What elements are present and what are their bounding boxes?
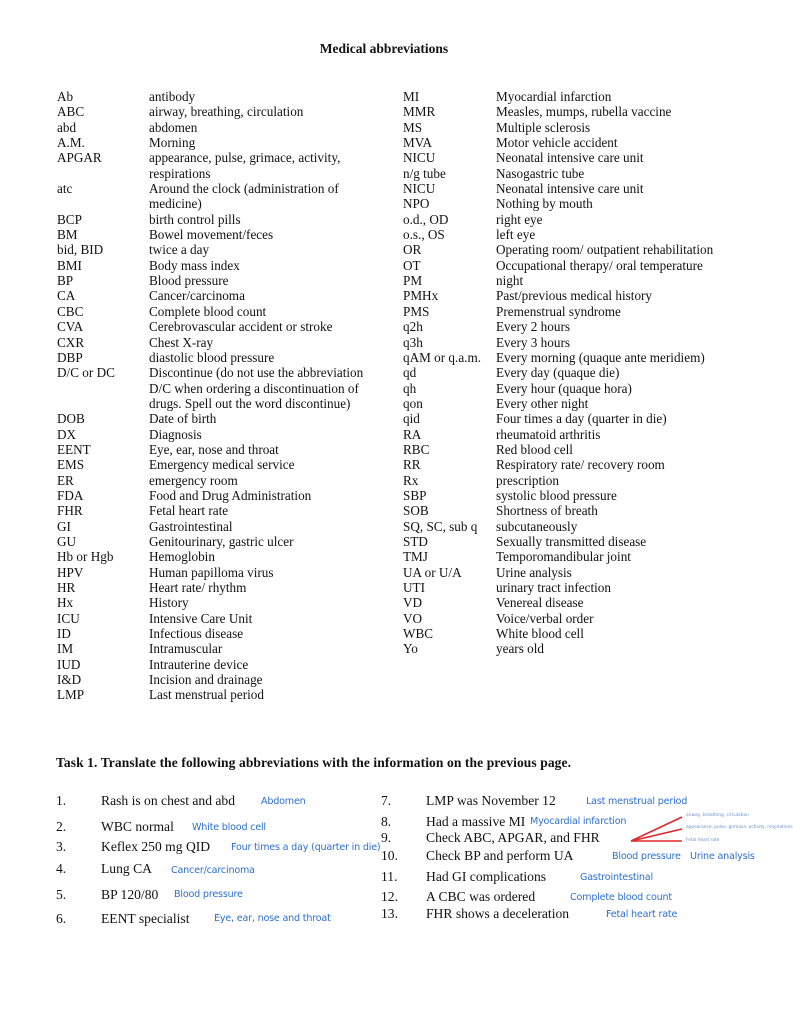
definition: Venereal disease <box>496 595 584 611</box>
abbreviation: I&D <box>57 672 82 688</box>
definition: Morning <box>149 135 196 151</box>
right-abbreviation-entry <box>403 580 743 595</box>
task-text: EENT specialist <box>101 911 190 926</box>
definition: White blood cell <box>496 626 584 642</box>
definition: Complete blood count <box>149 303 267 319</box>
abbreviation: CXR <box>57 334 85 350</box>
abbreviation: n/g tube <box>403 165 446 181</box>
definition: birth control pills <box>149 211 241 227</box>
abbreviation: ID <box>57 626 71 642</box>
abbreviation: NPO <box>403 196 430 212</box>
abbreviation: RA <box>403 426 422 442</box>
abbreviation: SOB <box>403 503 429 519</box>
definition: Past/previous medical history <box>496 288 653 304</box>
task-text: Had a massive MI <box>426 814 526 829</box>
right-abbreviation-entry <box>403 442 743 457</box>
left-abbreviation-entry <box>57 488 377 503</box>
abbreviation: o.d., OD <box>403 211 449 227</box>
definition: Motor vehicle accident <box>496 135 618 151</box>
definition: prescription <box>496 472 559 488</box>
task-number: 9. <box>381 830 392 845</box>
right-abbreviation-column <box>403 89 743 657</box>
right-abbreviation-entry <box>403 473 743 488</box>
right-abbreviation-entry <box>403 181 743 196</box>
abbreviation: IUD <box>57 656 81 672</box>
left-abbreviation-entry <box>57 595 377 610</box>
abbreviation: CVA <box>57 319 84 335</box>
abbreviation: D/C or DC <box>57 365 115 381</box>
task-text: Check BP and perform UA <box>426 848 574 863</box>
abbreviation: FHR <box>57 503 83 519</box>
definition: systolic blood pressure <box>496 487 617 503</box>
left-abbreviation-entry <box>57 258 377 273</box>
abbreviation: q3h <box>403 334 423 350</box>
task-number: 10. <box>381 848 398 863</box>
left-abbreviation-entry <box>57 319 377 334</box>
answer-9c: Fetal heart rate <box>686 838 720 843</box>
task-number: 7. <box>381 793 392 808</box>
definition: Respiratory rate/ recovery room <box>496 457 665 473</box>
definition: night <box>496 273 524 289</box>
definition: Premenstrual syndrome <box>496 303 621 319</box>
right-abbreviation-entry <box>403 611 743 626</box>
abbreviation: MMR <box>403 104 436 120</box>
definition: Every other night <box>496 395 589 411</box>
abbreviation: SQ, SC, sub q <box>403 518 478 534</box>
abbreviation: VD <box>403 595 423 611</box>
task-number: 6. <box>56 911 67 926</box>
definition: Four times a day (quarter in die) <box>496 411 667 427</box>
right-abbreviation-entry <box>403 519 743 534</box>
answer-1: Abdomen <box>261 796 306 807</box>
left-abbreviation-entry <box>57 242 377 257</box>
right-abbreviation-entry <box>403 488 743 503</box>
right-abbreviation-entry <box>403 595 743 610</box>
definition: Human papilloma virus <box>149 564 274 580</box>
definition: diastolic blood pressure <box>149 349 275 365</box>
abbreviation: MS <box>403 119 423 135</box>
abbreviation: qid <box>403 411 420 427</box>
right-abbreviation-entry <box>403 534 743 549</box>
abbreviation: SBP <box>403 487 427 503</box>
definition: Temporomandibular joint <box>496 549 631 565</box>
definition: Every 2 hours <box>496 319 570 335</box>
right-abbreviation-entry <box>403 549 743 564</box>
right-abbreviation-entry <box>403 304 743 319</box>
definition: Genitourinary, gastric ulcer <box>149 533 294 549</box>
abbreviation: GI <box>57 518 71 534</box>
answer-12: Complete blood count <box>570 892 672 903</box>
definition: Blood pressure <box>149 273 229 289</box>
definition: subcutaneously <box>496 518 578 534</box>
left-abbreviation-entry <box>57 227 377 242</box>
right-abbreviation-entry <box>403 396 743 411</box>
abbreviation: DOB <box>57 411 85 427</box>
abbreviation: FDA <box>57 487 84 503</box>
task-number: 2. <box>56 819 67 834</box>
page-title: Medical abbreviations <box>319 41 449 56</box>
definition: antibody <box>149 89 196 104</box>
left-abbreviation-entry <box>57 135 377 150</box>
definition: emergency room <box>149 472 238 488</box>
definition: Gastrointestinal <box>149 518 233 534</box>
abbreviation: EMS <box>57 457 85 473</box>
right-abbreviation-entry <box>403 104 743 119</box>
abbreviation: VO <box>403 610 423 626</box>
left-abbreviation-entry <box>57 120 377 135</box>
abbreviation: abd <box>57 119 77 135</box>
definition: Nothing by mouth <box>496 196 593 212</box>
left-abbreviation-entry <box>57 641 377 656</box>
left-abbreviation-entry <box>57 365 377 411</box>
task-number: 3. <box>56 839 67 854</box>
right-abbreviation-entry <box>403 166 743 181</box>
left-abbreviation-entry <box>57 411 377 426</box>
left-abbreviation-entry <box>57 549 377 564</box>
right-abbreviation-entry <box>403 626 743 641</box>
task-title: Task 1. Translate the following abbreviations with the information on the previous page. <box>56 755 572 770</box>
answer-9a: airway, breathing, circulation <box>686 813 749 818</box>
abbreviation: ER <box>57 472 74 488</box>
task-text: WBC normal <box>101 819 174 834</box>
left-abbreviation-entry <box>57 519 377 534</box>
abbreviation: BP <box>57 273 74 289</box>
abbreviation: Rx <box>403 472 419 488</box>
right-abbreviation-entry <box>403 135 743 150</box>
abbreviation: BM <box>57 227 78 243</box>
definition: Every day (quaque die) <box>496 365 620 381</box>
task-text: BP 120/80 <box>101 887 159 902</box>
abbreviation: OT <box>403 257 421 273</box>
right-abbreviation-entry <box>403 411 743 426</box>
right-abbreviation-entry <box>403 273 743 288</box>
definition: Occupational therapy/ oral temperature <box>496 257 703 273</box>
definition: Cerebrovascular accident or stroke <box>149 319 333 335</box>
left-abbreviation-entry <box>57 687 377 702</box>
definition: Voice/verbal order <box>496 610 594 626</box>
right-abbreviation-entry <box>403 503 743 518</box>
answer-4: Cancer/carcinoma <box>171 865 255 876</box>
abbreviation: RBC <box>403 441 430 457</box>
answer-11: Gastrointestinal <box>580 872 653 883</box>
abbreviation: MI <box>403 89 420 104</box>
answer-9b: appearance, pulse, grimace, activity, respirations <box>686 825 793 830</box>
right-abbreviation-entry <box>403 212 743 227</box>
left-abbreviation-entry <box>57 672 377 687</box>
left-abbreviation-entry <box>57 181 377 212</box>
left-abbreviation-entry <box>57 503 377 518</box>
answer-13: Fetal heart rate <box>606 909 678 920</box>
abbreviation: qon <box>403 395 423 411</box>
definition: Multiple sclerosis <box>496 119 591 135</box>
abbreviation: APGAR <box>57 150 102 166</box>
right-abbreviation-entry <box>403 457 743 472</box>
left-abbreviation-entry <box>57 565 377 580</box>
abbreviation: HPV <box>57 564 84 580</box>
right-abbreviation-entry <box>403 565 743 580</box>
left-abbreviation-entry <box>57 288 377 303</box>
answer-2: White blood cell <box>192 822 266 833</box>
definition: Hemoglobin <box>149 549 215 565</box>
definition: Date of birth <box>149 411 217 427</box>
definition: rheumatoid arthritis <box>496 426 601 442</box>
arrow-line-abc <box>631 817 682 841</box>
definition: Bowel movement/feces <box>149 227 274 243</box>
definition: Red blood cell <box>496 441 573 457</box>
left-abbreviation-entry <box>57 273 377 288</box>
abbreviation: WBC <box>403 626 434 642</box>
definition: Neonatal intensive care unit <box>496 181 644 197</box>
abbreviation: BMI <box>57 257 82 273</box>
left-abbreviation-entry <box>57 89 377 104</box>
task-number: 13. <box>381 906 398 921</box>
abbreviation: NICU <box>403 181 436 197</box>
abbreviation: PMS <box>403 303 430 319</box>
definition: Nasogastric tube <box>496 165 585 181</box>
definition: Neonatal intensive care unit <box>496 150 644 166</box>
task-number: 12. <box>381 889 398 904</box>
left-abbreviation-entry <box>57 350 377 365</box>
abbreviation: CA <box>57 288 76 304</box>
definition: appearance, pulse, grimace, activity, respirations <box>149 150 341 181</box>
abbreviation: GU <box>57 533 77 549</box>
definition: right eye <box>496 211 543 227</box>
definition: History <box>149 595 189 611</box>
definition: Body mass index <box>149 257 240 273</box>
left-abbreviation-entry <box>57 212 377 227</box>
left-abbreviation-entry <box>57 442 377 457</box>
right-abbreviation-entry <box>403 227 743 242</box>
task-text: Lung CA <box>101 861 152 876</box>
abbreviation: bid, BID <box>57 242 104 258</box>
right-abbreviation-entry <box>403 120 743 135</box>
task-text: FHR shows a deceleration <box>426 906 570 921</box>
definition: Food and Drug Administration <box>149 487 312 503</box>
abbreviation: IM <box>57 641 74 657</box>
left-abbreviation-entry <box>57 534 377 549</box>
left-abbreviation-entry <box>57 473 377 488</box>
right-abbreviation-entry <box>403 335 743 350</box>
definition: Emergency medical service <box>149 457 295 473</box>
right-abbreviation-entry <box>403 319 743 334</box>
left-abbreviation-entry <box>57 427 377 442</box>
definition: urinary tract infection <box>496 580 611 595</box>
definition: Intrauterine device <box>149 656 249 672</box>
definition: Shortness of breath <box>496 503 598 519</box>
definition: Sexually transmitted disease <box>496 533 647 549</box>
right-abbreviation-entry <box>403 365 743 380</box>
task-number: 1. <box>56 793 67 808</box>
definition: Every morning (quaque ante meridiem) <box>496 349 705 365</box>
abbreviation: qh <box>403 380 417 396</box>
abbreviation: LMP <box>57 687 85 703</box>
right-abbreviation-entry <box>403 381 743 396</box>
answer-10a: Blood pressure <box>612 851 681 862</box>
answer-3: Four times a day (quarter in die) <box>231 842 381 853</box>
left-abbreviation-entry <box>57 626 377 641</box>
task-text: Rash is on chest and abd <box>101 793 236 808</box>
right-abbreviation-entry <box>403 150 743 165</box>
definition: Measles, mumps, rubella vaccine <box>496 104 672 120</box>
definition: Cancer/carcinoma <box>149 288 245 304</box>
right-abbreviation-entry <box>403 196 743 211</box>
abbreviation: Hb or Hgb <box>57 549 114 565</box>
definition: Operating room/ outpatient rehabilitation <box>496 242 714 258</box>
definition: Discontinue (do not use the abbreviation D/C when ordering a discontinuation of drugs. Spell out the word discontinue) <box>149 365 364 411</box>
definition: twice a day <box>149 242 210 258</box>
abbreviation: Hx <box>57 595 74 611</box>
right-abbreviation-entry <box>403 427 743 442</box>
right-abbreviation-entry <box>403 89 743 104</box>
abbreviation: Yo <box>403 641 418 657</box>
abbreviation: NICU <box>403 150 436 166</box>
answer-5: Blood pressure <box>174 889 243 900</box>
abbreviation: CBC <box>57 303 84 319</box>
abbreviation: ABC <box>57 104 85 120</box>
definition: airway, breathing, circulation <box>149 104 304 120</box>
right-abbreviation-entry <box>403 288 743 303</box>
right-abbreviation-entry <box>403 242 743 257</box>
abbreviation: qAM or q.a.m. <box>403 349 482 365</box>
answer-7: Last menstrual period <box>586 796 688 807</box>
definition: left eye <box>496 227 536 243</box>
definition: Every hour (quaque hora) <box>496 380 632 396</box>
task-text: Check ABC, APGAR, and FHR <box>426 830 600 845</box>
abbreviation: MVA <box>403 135 433 151</box>
definition: Eye, ear, nose and throat <box>149 441 279 457</box>
left-abbreviation-entry <box>57 150 377 181</box>
abbreviation: PM <box>403 273 423 289</box>
definition: Around the clock (administration of medicine) <box>149 181 339 212</box>
task-text: Keflex 250 mg QID <box>101 839 211 854</box>
answer-10b: Urine analysis <box>690 851 755 862</box>
right-abbreviation-entry <box>403 258 743 273</box>
definition: Intensive Care Unit <box>149 610 253 626</box>
definition: Urine analysis <box>496 564 572 580</box>
left-abbreviation-column <box>57 89 377 703</box>
right-abbreviation-entry <box>403 350 743 365</box>
definition: Diagnosis <box>149 426 202 442</box>
left-abbreviation-entry <box>57 457 377 472</box>
abbreviation: RR <box>403 457 421 473</box>
task-number: 8. <box>381 814 392 829</box>
definition: Every 3 hours <box>496 334 570 350</box>
definition: Incision and drainage <box>149 672 263 688</box>
definition: Chest X-ray <box>149 334 214 350</box>
left-abbreviation-entry <box>57 304 377 319</box>
task-number: 5. <box>56 887 67 902</box>
arrow-line-apgar <box>631 829 682 841</box>
task-text: A CBC was ordered <box>426 889 536 904</box>
abbreviation: Ab <box>57 89 74 104</box>
abbreviation: q2h <box>403 319 423 335</box>
abbreviation: DX <box>57 426 77 442</box>
left-abbreviation-entry <box>57 611 377 626</box>
definition: Infectious disease <box>149 626 244 642</box>
definition: abdomen <box>149 119 198 135</box>
task-text: Had GI complications <box>426 869 547 884</box>
right-abbreviation-entry <box>403 641 743 656</box>
left-abbreviation-entry <box>57 335 377 350</box>
abbreviation: qd <box>403 365 417 381</box>
abbreviation: BCP <box>57 211 82 227</box>
abbreviation: UTI <box>403 580 425 595</box>
abbreviation: A.M. <box>57 135 85 151</box>
abbreviation: STD <box>403 533 428 549</box>
abbreviation: DBP <box>57 349 83 365</box>
abbreviation: ICU <box>57 610 80 626</box>
abbreviation: UA or U/A <box>403 564 462 580</box>
definition: years old <box>496 641 544 657</box>
abbreviation: TMJ <box>403 549 428 565</box>
abbreviation: HR <box>57 580 76 595</box>
abbreviation: atc <box>57 181 73 197</box>
task-text: LMP was November 12 <box>426 793 556 808</box>
abbreviation: EENT <box>57 441 91 457</box>
left-abbreviation-entry <box>57 657 377 672</box>
task-number: 4. <box>56 861 67 876</box>
definition: Myocardial infarction <box>496 89 612 104</box>
task-number: 11. <box>381 869 398 884</box>
left-abbreviation-entry <box>57 104 377 119</box>
definition: Last menstrual period <box>149 687 264 703</box>
abbreviation: PMHx <box>403 288 439 304</box>
answer-6: Eye, ear, nose and throat <box>214 913 331 924</box>
definition: Fetal heart rate <box>149 503 229 519</box>
left-abbreviation-entry <box>57 580 377 595</box>
abbreviation: OR <box>403 242 422 258</box>
answer-8: Myocardial infarction <box>530 816 627 827</box>
definition: Intramuscular <box>149 641 223 657</box>
definition: Heart rate/ rhythm <box>149 580 247 595</box>
abbreviation: o.s., OS <box>403 227 445 243</box>
